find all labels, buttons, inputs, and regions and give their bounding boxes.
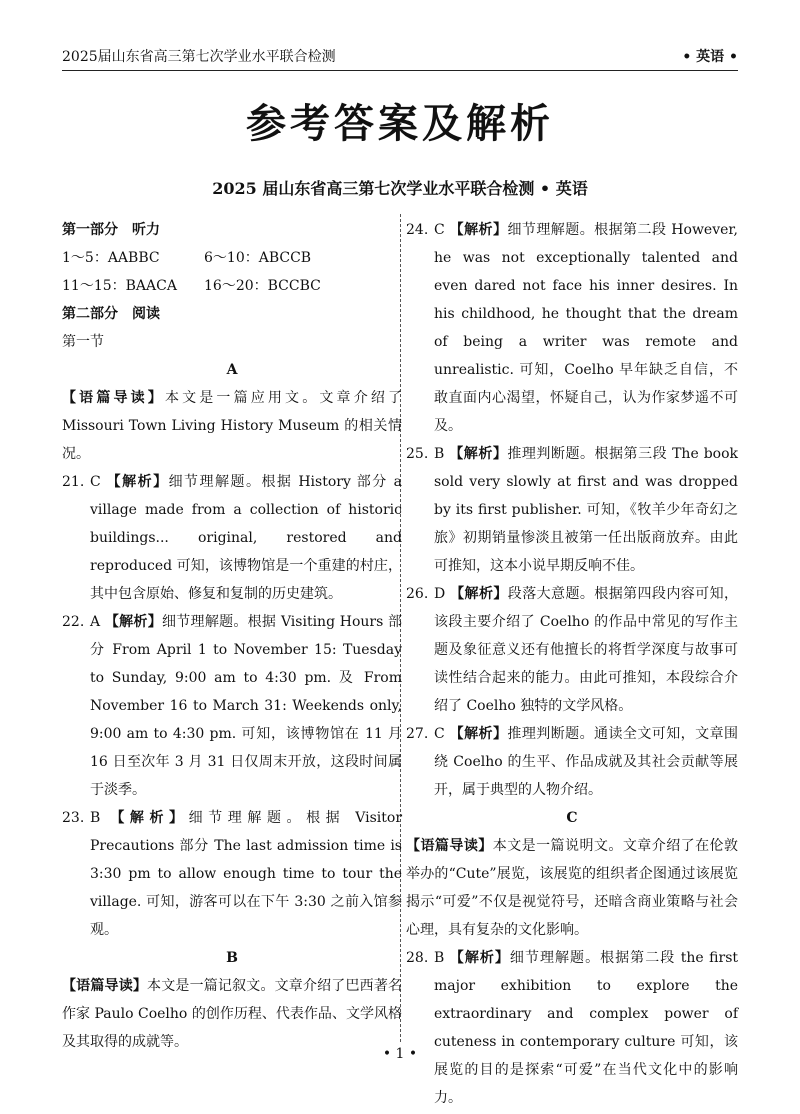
question-21 <box>62 468 402 608</box>
answer-group: 11～15：BAACA <box>62 278 177 294</box>
part2-heading: 第二部分 阅读 <box>62 306 160 322</box>
page-title: 参考答案及解析 <box>246 101 554 147</box>
question-28 <box>406 944 738 1112</box>
question-number: 22. <box>62 614 85 630</box>
question-number: 24. <box>406 222 429 238</box>
analysis-tag: 【解析】 <box>449 726 508 742</box>
analysis-tag: 【解析】 <box>449 950 510 966</box>
answer-row <box>62 244 402 272</box>
guide-text: 本文是一篇应用文。文章介绍了 Missouri Town Living History Museum 的相关情况。 <box>62 390 403 462</box>
answer-letter: A <box>90 614 101 630</box>
right-column <box>406 216 738 1112</box>
header-subject: • 英语 • <box>682 49 738 65</box>
page-number: • 1 • <box>382 1046 418 1062</box>
header-exam-name: 2025届山东省高三第七次学业水平联合检测 <box>62 49 336 65</box>
answer-letter: D <box>434 586 446 602</box>
analysis-text: 细节理解题。根据第二段 However, he was not exceptionally talented and even dared not face his inner desires. In his childhood, he thought that the dream of being a writer was remote and unrealistic. 可知，Coelho 早年缺乏自信，不敢直面内心渴望，怀疑自己，认为作家梦遥不可及。 <box>434 222 739 434</box>
analysis-text: 细节理解题。根据第二段 the first major exhibition to explore the extraordinary and complex power of cuteness in contemporary culture 可知，该展览的目的是探索“可爱”在当代文化中的影响力。 <box>434 950 739 1106</box>
question-25 <box>406 440 738 580</box>
analysis-text: 推理判断题。根据第三段 The book sold very slowly at first and was dropped by its first publisher. 可知，《牧羊少年奇幻之旅》初期销量惨淡且被第一任出版商放弃。由此可推知，这本小说早期反响不佳。 <box>434 446 739 574</box>
guide-text: 本文是一篇说明文。文章介绍了在伦敦举办的“Cute”展览，该展览的组织者企图通过该展览揭示“可爱”不仅是视觉符号，还暗含商业策略与社会心理，具有复杂的文化影响。 <box>406 838 739 938</box>
page-header <box>62 44 738 71</box>
analysis-text: 细节理解题。根据 Visiting Hours 部分 From April 1 to November 15: Tuesday to Sunday, 9:00 am to 4:30 pm. 及 From November 16 to March 31: Weekends only, 9:00 am to 4:30 pm. 可知，该博物馆在 11 月 16 日至次年 3 月 31 日仅周末开放，这段时间属于淡季。 <box>90 614 403 798</box>
question-26 <box>406 580 738 720</box>
analysis-tag: 【解析】 <box>450 586 508 602</box>
analysis-text: 段落大意题。根据第四段内容可知，该段主要介绍了 Coelho 的作品中常见的写作主题及象征意义还有他擅长的将哲学深度与故事可读性结合起来的能力。由此可推知，本段综合介绍了 Coelho 独特的文学风格。 <box>434 586 739 714</box>
answer-group: 1～5：AABBC <box>62 250 160 266</box>
question-24 <box>406 216 738 440</box>
page-subtitle: 2025 届山东省高三第七次学业水平联合检测 • 英语 <box>212 179 588 198</box>
answer-letter: C <box>434 222 445 238</box>
part1-heading: 第一部分 听力 <box>62 222 160 238</box>
analysis-tag: 【解析】 <box>104 614 162 630</box>
analysis-tag: 【解析】 <box>449 222 508 238</box>
passage-b-guide <box>62 972 402 1056</box>
answer-group: 6～10：ABCCB <box>204 250 312 266</box>
guide-text: 本文是一篇记叙文。文章介绍了巴西著名作家 Paulo Coelho 的创作历程、代表作品、文学风格及其取得的成就等。 <box>62 978 403 1050</box>
analysis-text: 推理判断题。通读全文可知，文章围绕 Coelho 的生平、作品成就及其社会贡献等展开，属于典型的人物介绍。 <box>434 726 739 798</box>
question-number: 21. <box>62 474 85 490</box>
question-22 <box>62 608 402 804</box>
analysis-tag: 【解析】 <box>110 810 189 826</box>
answer-group: 16～20：BCCBC <box>204 278 321 294</box>
answer-letter: C <box>434 726 445 742</box>
question-number: 25. <box>406 446 429 462</box>
analysis-tag: 【解析】 <box>106 474 169 490</box>
guide-tag: 【语篇导读】 <box>62 978 148 994</box>
passage-c-letter: C <box>566 810 578 826</box>
answer-letter: B <box>434 446 445 462</box>
question-number: 27. <box>406 726 429 742</box>
question-number: 23. <box>62 810 85 826</box>
passage-a-guide <box>62 384 402 468</box>
question-number: 28. <box>406 950 429 966</box>
passage-c-guide <box>406 832 738 944</box>
answer-letter: B <box>434 950 445 966</box>
analysis-text: 细节理解题。根据 Visitor Precautions 部分 The last admission time is 3:30 pm to allow enough time to tour the village. 可知，游客可以在下午 3:30 之前入馆参观。 <box>90 810 403 938</box>
question-27 <box>406 720 738 804</box>
question-23 <box>62 804 402 944</box>
left-column <box>62 216 402 1056</box>
section-label: 第一节 <box>62 334 104 350</box>
analysis-tag: 【解析】 <box>449 446 508 462</box>
answer-letter: B <box>90 810 101 826</box>
question-number: 26. <box>406 586 429 602</box>
passage-a-letter: A <box>226 362 238 378</box>
analysis-text: 细节理解题。根据 History 部分 a village made from a collection of historic buildings... original, restored and reproduced 可知，该博物馆是一个重建的村庄，其中包含原始、修复和复制的历史建筑。 <box>90 474 403 602</box>
guide-tag: 【语篇导读】 <box>62 390 165 406</box>
passage-b-letter: B <box>226 950 238 966</box>
answer-row <box>62 272 402 300</box>
guide-tag: 【语篇导读】 <box>406 838 493 854</box>
answer-letter: C <box>90 474 101 490</box>
